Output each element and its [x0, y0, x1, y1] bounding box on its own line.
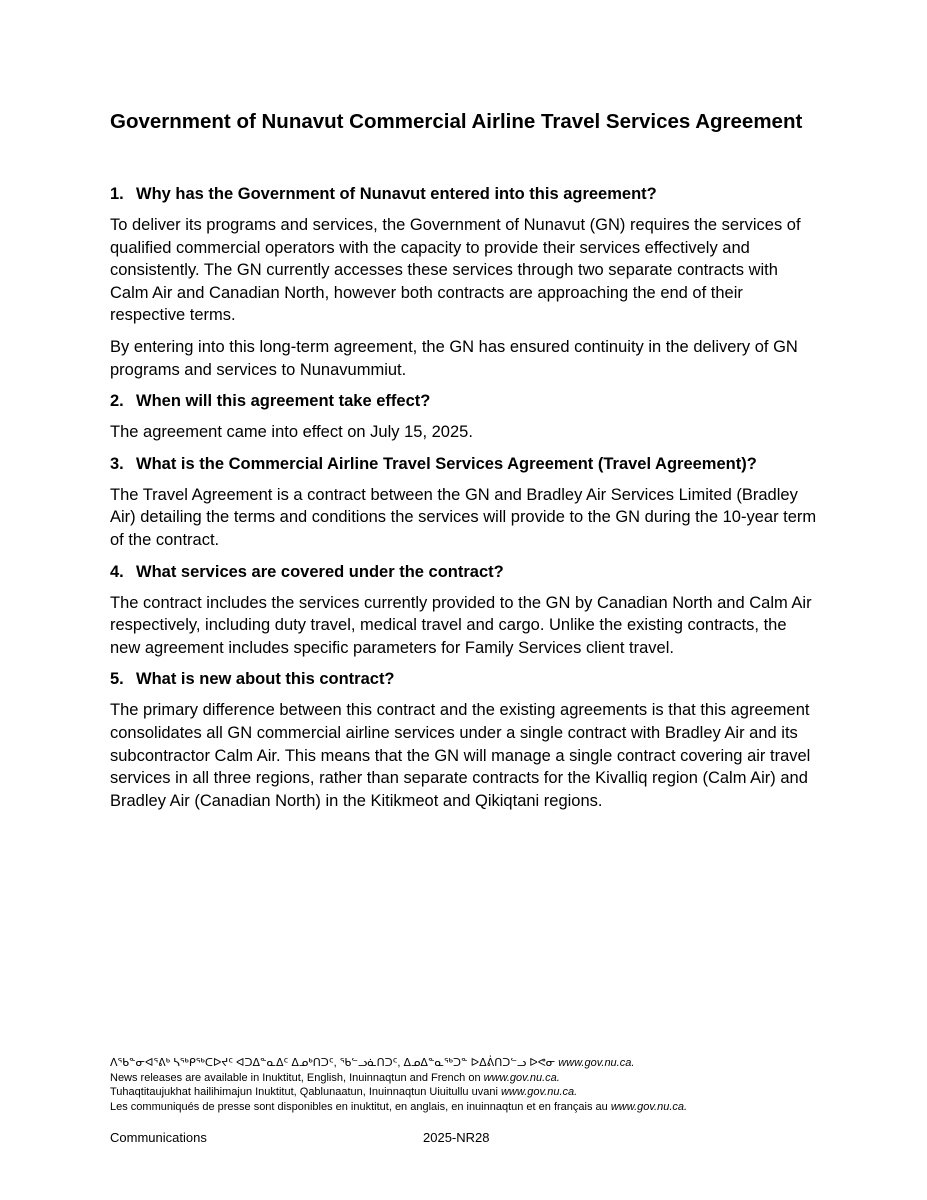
language-line-french: Les communiqués de presse sont disponibles en inuktitut, en anglais, en inuinnaqtun et en français au www.gov.nu.ca.	[110, 1100, 688, 1113]
faq-question	[110, 183, 820, 205]
faq-question	[110, 561, 820, 583]
faq-question-text: What services are covered under the contract?	[136, 562, 504, 581]
faq-question-number: 2.	[110, 392, 124, 411]
language-line-inuinnaqtun: Tuhaqtitaujukhat hailihimajun Inuktitut, Qablunaatun, Inuinnaqtun Uiuitullu uvani www.gov.nu.ca.	[110, 1086, 578, 1099]
faq-list	[110, 183, 820, 812]
faq-question-text: Why has the Government of Nunavut entered into this agreement?	[136, 185, 657, 203]
faq-question-number: 4.	[110, 562, 124, 581]
website-link[interactable]: www.gov.nu.ca.	[558, 1057, 635, 1069]
faq-answer-paragraph: The agreement came into effect on July 15, 2025.	[110, 423, 473, 442]
faq-item	[110, 390, 820, 444]
faq-answer-paragraph: By entering into this long-term agreement, the GN has ensured continuity in the delivery of GN programs and services to Nunavummiut.	[110, 337, 798, 379]
website-link[interactable]: www.gov.nu.ca.	[483, 1071, 560, 1084]
language-line-english: News releases are available in Inuktitut, English, Inuinnaqtun and French on www.gov.nu.ca.	[110, 1071, 560, 1084]
faq-question	[110, 390, 820, 412]
faq-answer-paragraph: The contract includes the services currently provided to the GN by Canadian North and Calm Air respectively, including duty travel, medical travel and cargo. Unlike the existing contracts, the new agreement includes specific parameters for Family Services client travel.	[110, 593, 812, 657]
faq-question-text: When will this agreement take effect?	[136, 392, 431, 411]
faq-item	[110, 453, 820, 552]
faq-question	[110, 453, 820, 475]
faq-answer-paragraph: To deliver its programs and services, the Government of Nunavut (GN) requires the services of qualified commercial operators with the capacity to provide their services effectively and consistently. The GN currently accesses these services through two separate contracts with Calm Air and Canadian North, however both contracts are approaching the end of their respective terms.	[110, 216, 801, 325]
document-title: Government of Nunavut Commercial Airline Travel Services Agreement	[110, 110, 803, 133]
faq-item	[110, 668, 820, 812]
faq-question-number: 5.	[110, 670, 124, 689]
website-link[interactable]: www.gov.nu.ca.	[610, 1100, 688, 1113]
faq-question-number: 1.	[110, 185, 124, 203]
faq-answer-paragraph: The Travel Agreement is a contract between the GN and Bradley Air Services Limited (Bradley Air) detailing the terms and conditions the services will provide to the GN during the 10-year term of the contract.	[110, 485, 817, 549]
faq-answer-paragraph: The primary difference between this contract and the existing agreements is that this agreement consolidates all GN commercial airline services under a single contract with Bradley Air and its subcontractor Calm Air. This means that the GN will manage a single contract covering air travel services in all three regions, rather than separate contracts for the Kivalliq region (Calm Air) and Bradley Air (Canadian North) in the Kitikmeot and Qikiqtani regions.	[110, 701, 811, 810]
footer-release-code: 2025-NR28	[423, 1130, 490, 1145]
faq-question-number: 3.	[110, 454, 124, 473]
faq-item	[110, 183, 820, 381]
language-availability-notice	[110, 1056, 870, 1114]
language-line-inuktitut: ᐱᖃᓐᓂᐊᕐᕕᒃ ᓴᖅᑭᖅᑕᐅᔪᑦ ᐊᑐᐃᓐᓇᐃᑦ ᐃᓄᒃᑎᑐᑦ, ᖃᓪᓗᓈᑎᑐᑦ, ᐃᓄᐃᓐᓇᖅᑐᓐ ᐅᐃᕖᑎᑐᓪᓗ ᐅᕙᓂ www.gov.nu.ca.	[110, 1057, 635, 1069]
website-link[interactable]: www.gov.nu.ca.	[500, 1086, 578, 1099]
document-body	[110, 108, 820, 821]
footer-department: Communications	[110, 1130, 207, 1145]
faq-question-text: What is new about this contract?	[136, 670, 395, 689]
faq-question-text: What is the Commercial Airline Travel Services Agreement (Travel Agreement)?	[136, 454, 757, 473]
faq-question	[110, 668, 820, 690]
faq-item	[110, 561, 820, 660]
